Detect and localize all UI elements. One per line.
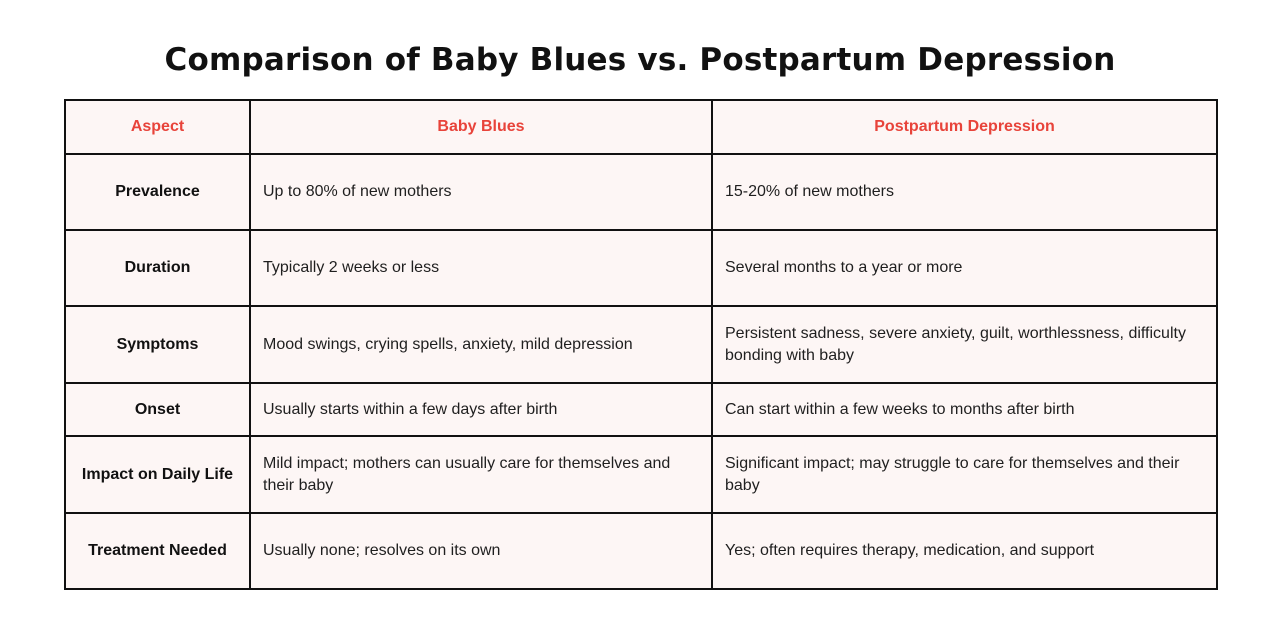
row-aspect-label: Prevalence bbox=[65, 154, 250, 230]
table-row bbox=[65, 383, 1217, 436]
postpartum-depression-cell: Yes; often requires therapy, medication, and support bbox=[712, 513, 1217, 589]
table-row bbox=[65, 436, 1217, 513]
row-aspect-label: Onset bbox=[65, 383, 250, 436]
baby-blues-cell: Mood swings, crying spells, anxiety, mild depression bbox=[250, 306, 712, 383]
table-header-row bbox=[65, 100, 1217, 154]
row-aspect-label: Symptoms bbox=[65, 306, 250, 383]
table-row bbox=[65, 306, 1217, 383]
table-row bbox=[65, 154, 1217, 230]
postpartum-depression-cell: Several months to a year or more bbox=[712, 230, 1217, 306]
row-aspect-label: Duration bbox=[65, 230, 250, 306]
postpartum-depression-cell: 15-20% of new mothers bbox=[712, 154, 1217, 230]
header-baby-blues: Baby Blues bbox=[250, 100, 712, 154]
postpartum-depression-cell: Can start within a few weeks to months after birth bbox=[712, 383, 1217, 436]
table-row bbox=[65, 513, 1217, 589]
header-postpartum-depression: Postpartum Depression bbox=[712, 100, 1217, 154]
baby-blues-cell: Up to 80% of new mothers bbox=[250, 154, 712, 230]
row-aspect-label: Treatment Needed bbox=[65, 513, 250, 589]
baby-blues-cell: Usually starts within a few days after birth bbox=[250, 383, 712, 436]
header-aspect: Aspect bbox=[65, 100, 250, 154]
baby-blues-cell: Mild impact; mothers can usually care for themselves and their baby bbox=[250, 436, 712, 513]
postpartum-depression-cell: Persistent sadness, severe anxiety, guilt, worthlessness, difficulty bonding with baby bbox=[712, 306, 1217, 383]
postpartum-depression-cell: Significant impact; may struggle to care for themselves and their baby bbox=[712, 436, 1217, 513]
comparison-table bbox=[64, 99, 1218, 590]
table-row bbox=[65, 230, 1217, 306]
baby-blues-cell: Usually none; resolves on its own bbox=[250, 513, 712, 589]
baby-blues-cell: Typically 2 weeks or less bbox=[250, 230, 712, 306]
page-title: Comparison of Baby Blues vs. Postpartum Depression bbox=[164, 42, 1116, 78]
row-aspect-label: Impact on Daily Life bbox=[65, 436, 250, 513]
